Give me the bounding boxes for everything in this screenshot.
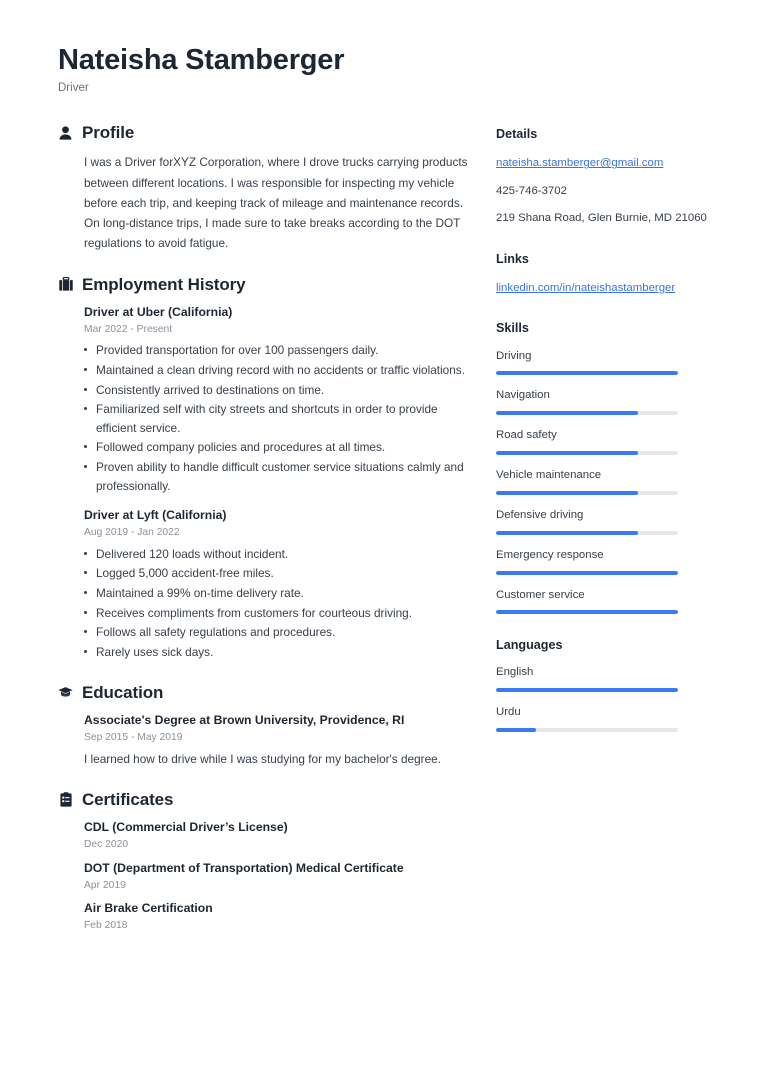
section-education-title: Education — [82, 682, 164, 702]
skill-label: Road safety — [496, 429, 557, 442]
list-item: Consistently arrived to destinations on time. — [84, 381, 468, 400]
certificate-entry — [84, 860, 468, 894]
education-entry — [58, 712, 468, 770]
skill-level-track — [496, 451, 678, 455]
skill-level-fill — [496, 371, 678, 375]
certificate-entry — [84, 819, 468, 853]
language-level-fill — [496, 728, 536, 732]
list-item: Logged 5,000 accident-free miles. — [84, 564, 468, 583]
skill-level-track — [496, 411, 678, 415]
briefcase-icon — [58, 276, 73, 292]
employment-date-range: Aug 2019 - Jan 2022 — [84, 527, 180, 539]
resume-columns — [58, 124, 732, 956]
language-item — [496, 705, 708, 732]
certificate-name: Air Brake Certification — [84, 901, 213, 916]
employment-bullet-list — [58, 545, 468, 662]
skill-level-track — [496, 610, 678, 614]
employment-bullet-list — [58, 341, 468, 495]
employment-entry — [58, 304, 468, 496]
list-item: Maintained a clean driving record with no accidents or traffic violations. — [84, 361, 468, 380]
employment-job-title: Driver at Lyft (California) — [84, 508, 227, 523]
section-education — [58, 684, 468, 770]
clipboard-icon — [58, 792, 73, 808]
phone-number: 425-746-3702 — [496, 184, 567, 197]
language-level-track — [496, 728, 678, 732]
section-certificates — [58, 791, 468, 934]
section-education-header — [58, 684, 468, 701]
education-degree: Associate's Degree at Brown University, Providence, RI — [84, 712, 405, 727]
certificates-list — [58, 819, 468, 934]
sidebar-details — [496, 127, 708, 228]
language-item — [496, 665, 708, 692]
skill-level-fill — [496, 491, 638, 495]
linkedin-link[interactable]: linkedin.com/in/nateishastamberger — [496, 281, 676, 294]
employment-job-title: Driver at Uber (California) — [84, 304, 233, 319]
certificate-date: Apr 2019 — [84, 879, 126, 891]
education-date-range: Sep 2015 - May 2019 — [84, 731, 183, 743]
list-item: Receives compliments from customers for courteous driving. — [84, 604, 468, 623]
skill-level-fill — [496, 451, 638, 455]
section-certificates-header — [58, 791, 468, 808]
section-employment-header — [58, 276, 468, 293]
employment-date-range: Mar 2022 - Present — [84, 323, 173, 335]
certificate-date: Feb 2018 — [84, 920, 128, 932]
list-item: Provided transportation for over 100 passengers daily. — [84, 341, 468, 360]
list-item: Maintained a 99% on-time delivery rate. — [84, 584, 468, 603]
language-level-fill — [496, 688, 678, 692]
profile-text: I was a Driver forXYZ Corporation, where I drove trucks carrying products between different locations. I was responsible for inspecting my vehicle before each trip, and keeping track of mileage and maintenance records. On long-distance trips, I made sure to take breaks according to the DOT regulations to avoid fatigue. — [84, 155, 468, 251]
skill-level-track — [496, 571, 678, 575]
language-label: Urdu — [496, 706, 521, 719]
list-item: Familiarized self with city streets and shortcuts in order to provide efficient service. — [84, 400, 468, 437]
employment-entry-heading — [58, 304, 468, 338]
candidate-name: Nateisha Stamberger — [58, 44, 345, 76]
skill-item — [496, 349, 708, 376]
skill-label: Vehicle maintenance — [496, 469, 602, 482]
language-level-track — [496, 688, 678, 692]
section-profile — [58, 124, 468, 253]
sidebar-languages — [496, 638, 708, 732]
skill-level-fill — [496, 531, 638, 535]
section-employment — [58, 276, 468, 662]
sidebar-languages-title: Languages — [496, 638, 563, 653]
skill-label: Customer service — [496, 588, 585, 601]
list-item: Followed company policies and procedures at all times. — [84, 438, 468, 457]
certificate-name: DOT (Department of Transportation) Medical Certificate — [84, 860, 404, 875]
certificate-name: CDL (Commercial Driver’s License) — [84, 820, 288, 835]
skill-label: Driving — [496, 349, 532, 362]
skill-item — [496, 388, 708, 415]
skill-label: Emergency response — [496, 548, 604, 561]
skill-item — [496, 468, 708, 495]
sidebar-column — [496, 124, 708, 756]
employment-entry — [58, 507, 468, 661]
list-item: Rarely uses sick days. — [84, 643, 468, 662]
skill-label: Defensive driving — [496, 508, 584, 521]
education-description: I learned how to drive while I was studying for my bachelor's degree. — [84, 752, 441, 767]
section-employment-title: Employment History — [82, 274, 246, 294]
certificate-entry — [84, 900, 468, 934]
graduation-cap-icon — [58, 684, 73, 700]
employment-entry-heading — [58, 507, 468, 541]
skill-level-fill — [496, 571, 678, 575]
skill-item — [496, 548, 708, 575]
skill-level-track — [496, 371, 678, 375]
sidebar-links-title: Links — [496, 251, 529, 266]
skill-item — [496, 428, 708, 455]
skill-item — [496, 588, 708, 615]
email-link[interactable]: nateisha.stamberger@gmail.com — [496, 157, 664, 170]
section-profile-title: Profile — [82, 123, 135, 143]
profile-body — [58, 152, 468, 253]
list-item: Delivered 120 loads without incident. — [84, 545, 468, 564]
sidebar-skills — [496, 321, 708, 614]
sidebar-skills-title: Skills — [496, 321, 529, 336]
section-profile-header — [58, 124, 468, 141]
list-item: Proven ability to handle difficult customer service situations calmly and professionally. — [84, 458, 468, 495]
skill-level-fill — [496, 411, 638, 415]
skill-level-track — [496, 491, 678, 495]
mailing-address: 219 Shana Road, Glen Burnie, MD 21060 — [496, 212, 707, 225]
skill-level-fill — [496, 610, 678, 614]
language-label: English — [496, 666, 534, 679]
person-icon — [58, 125, 73, 141]
sidebar-details-title: Details — [496, 127, 538, 142]
skill-level-track — [496, 531, 678, 535]
resume-header — [58, 44, 732, 94]
candidate-job-title: Driver — [58, 82, 89, 95]
sidebar-links — [496, 252, 708, 298]
skill-label: Navigation — [496, 389, 550, 402]
skill-item — [496, 508, 708, 535]
main-column — [58, 124, 496, 956]
section-certificates-title: Certificates — [82, 790, 174, 810]
list-item: Follows all safety regulations and procedures. — [84, 623, 468, 642]
certificate-date: Dec 2020 — [84, 839, 129, 851]
